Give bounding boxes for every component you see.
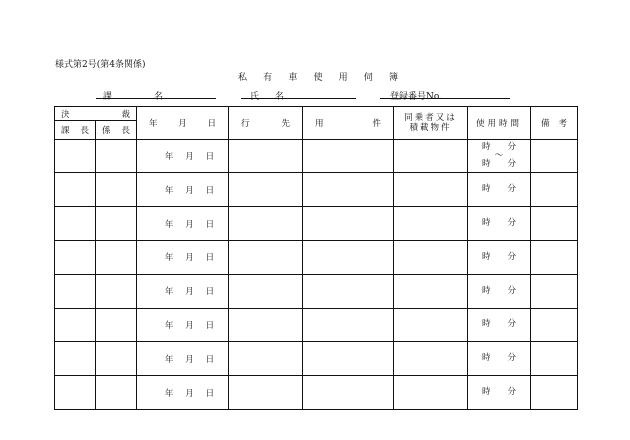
- dept-label: [103, 89, 163, 102]
- section-chief-seal-cell[interactable]: [55, 376, 96, 410]
- cell-unit-label: 日: [205, 219, 215, 230]
- destination-cell[interactable]: [229, 308, 303, 342]
- usage-time-cell[interactable]: [468, 274, 531, 308]
- destination-cell[interactable]: [229, 173, 303, 207]
- title-char: 用: [338, 73, 348, 83]
- section-chief-seal-cell[interactable]: [55, 274, 96, 308]
- section-chief-seal-cell[interactable]: [55, 241, 96, 275]
- remarks-cell[interactable]: [531, 139, 578, 173]
- registration-label: 登録番号No.: [390, 92, 442, 102]
- remarks-cell[interactable]: [531, 308, 578, 342]
- section-chief-seal-cell[interactable]: [55, 342, 96, 376]
- table-row: [55, 241, 578, 275]
- usage-time-cell[interactable]: [468, 207, 531, 241]
- cell-unit-label: 年: [164, 253, 174, 264]
- passenger-cargo-cell[interactable]: [394, 376, 468, 410]
- remarks-cell[interactable]: [531, 241, 578, 275]
- table-row: [55, 342, 578, 376]
- title-char: 使: [313, 73, 323, 83]
- registration-field-line[interactable]: [380, 98, 510, 99]
- cell-unit-label: 時: [482, 218, 491, 229]
- destination-cell[interactable]: [229, 274, 303, 308]
- date-cell[interactable]: [137, 139, 229, 173]
- date-cell[interactable]: [137, 308, 229, 342]
- section-chief-seal-cell[interactable]: [55, 139, 96, 173]
- title-char: 有: [263, 73, 273, 83]
- cell-unit-label: 日: [205, 287, 215, 298]
- cell-unit-label: 月: [185, 253, 194, 264]
- cell-unit-label: 分: [507, 159, 516, 170]
- usage-time-cell[interactable]: [468, 139, 531, 173]
- title-char: 簿: [388, 73, 398, 83]
- cell-unit-label: 年: [164, 320, 174, 331]
- chief-seal-cell[interactable]: [96, 308, 137, 342]
- header-row-top: [55, 107, 578, 121]
- cell-unit-label: 分: [507, 251, 516, 262]
- date-char: 日: [207, 118, 216, 129]
- purpose-char: 用: [315, 118, 324, 129]
- table-row: [55, 308, 578, 342]
- purpose-cell[interactable]: [303, 139, 394, 173]
- cell-unit-label: 時: [482, 319, 491, 330]
- title-char: 車: [288, 73, 298, 83]
- cell-unit-label: 分: [507, 353, 516, 364]
- cell-unit-label: 日: [205, 152, 215, 163]
- section-chief-char: 課: [61, 125, 70, 136]
- cell-unit-label: 分: [507, 319, 516, 330]
- chief-seal-cell[interactable]: [96, 241, 137, 275]
- table-row: [55, 173, 578, 207]
- purpose-cell[interactable]: [303, 207, 394, 241]
- cell-unit-label: 分: [507, 387, 516, 398]
- table-row: [55, 207, 578, 241]
- destination-cell[interactable]: [229, 342, 303, 376]
- cell-unit-label: 時: [482, 285, 491, 296]
- cell-unit-label: 時: [482, 184, 491, 195]
- dept-field-line[interactable]: [96, 98, 216, 99]
- cell-unit-label: 時: [482, 387, 491, 398]
- chief-header: [96, 121, 137, 140]
- chief-seal-cell[interactable]: [96, 376, 137, 410]
- passenger-cargo-cell[interactable]: [394, 139, 468, 173]
- cell-unit-label: 月: [185, 219, 194, 230]
- cell-unit-label: 時: [482, 159, 491, 170]
- remarks-cell[interactable]: [531, 342, 578, 376]
- title-char: 伺: [363, 73, 373, 83]
- date-cell[interactable]: [137, 241, 229, 275]
- cargo-line: 積載物件: [409, 122, 452, 133]
- cell-unit-label: 分: [507, 218, 516, 229]
- cell-unit-label: 年: [164, 354, 174, 365]
- date-cell[interactable]: [137, 342, 229, 376]
- destination-char: 行: [241, 118, 250, 129]
- destination-cell[interactable]: [229, 241, 303, 275]
- cell-unit-label: 時: [482, 142, 491, 153]
- chief-char: 長: [121, 125, 130, 136]
- destination-cell[interactable]: [229, 139, 303, 173]
- passenger-cargo-cell[interactable]: [394, 241, 468, 275]
- cell-unit-label: 年: [164, 219, 174, 230]
- cell-unit-label: 分: [507, 184, 516, 195]
- dept-char: 名: [153, 92, 163, 102]
- approval-char: 決: [61, 109, 70, 120]
- date-cell[interactable]: [137, 376, 229, 410]
- cell-unit-label: 年: [164, 152, 174, 163]
- section-chief-char: 長: [80, 125, 89, 136]
- cell-unit-label: 月: [185, 287, 194, 298]
- passenger-line: 同乗者又は: [404, 112, 457, 123]
- cell-unit-label: 月: [185, 388, 194, 399]
- purpose-cell[interactable]: [303, 241, 394, 275]
- chief-seal-cell[interactable]: [96, 342, 137, 376]
- usage-time-cell[interactable]: [468, 308, 531, 342]
- purpose-cell[interactable]: [303, 173, 394, 207]
- usage-ledger-table: [54, 106, 578, 410]
- purpose-char: 件: [372, 118, 381, 129]
- date-cell[interactable]: [137, 207, 229, 241]
- purpose-cell[interactable]: [303, 308, 394, 342]
- cell-unit-label: 日: [205, 185, 215, 196]
- usage-time-cell[interactable]: [468, 173, 531, 207]
- usage-time-cell[interactable]: [468, 241, 531, 275]
- cell-unit-label: 日: [205, 354, 215, 365]
- date-cell[interactable]: [137, 173, 229, 207]
- cell-unit-label: 日: [205, 253, 215, 264]
- purpose-header: [303, 107, 394, 140]
- date-header: [137, 107, 229, 140]
- cell-unit-label: 分: [507, 285, 516, 296]
- table-row: [55, 139, 578, 173]
- name-char: 名: [274, 92, 284, 102]
- cell-unit-label: 分: [507, 142, 516, 153]
- passenger-cargo-cell[interactable]: [394, 173, 468, 207]
- time-range-tilde: ～: [494, 151, 504, 162]
- remarks-char: 考: [558, 118, 567, 129]
- purpose-cell[interactable]: [303, 342, 394, 376]
- approval-header: [55, 107, 137, 121]
- cell-unit-label: 月: [185, 185, 194, 196]
- form-id: 様式第2号(第4条関係): [55, 60, 146, 70]
- cell-unit-label: 時: [482, 353, 491, 364]
- usage-time-header: 使用時間: [468, 107, 531, 140]
- date-cell[interactable]: [137, 274, 229, 308]
- section-chief-seal-cell[interactable]: [55, 173, 96, 207]
- name-field-line[interactable]: [241, 98, 356, 99]
- cell-unit-label: 年: [164, 388, 174, 399]
- cell-unit-label: 月: [185, 354, 194, 365]
- cell-unit-label: 月: [185, 152, 194, 163]
- section-chief-header: [55, 121, 96, 140]
- passenger-cargo-cell[interactable]: [394, 308, 468, 342]
- name-label: [250, 89, 284, 102]
- date-char: 月: [178, 118, 187, 129]
- cell-unit-label: 月: [185, 320, 194, 331]
- remarks-cell[interactable]: [531, 173, 578, 207]
- cell-unit-label: 時: [482, 251, 491, 262]
- remarks-cell[interactable]: [531, 274, 578, 308]
- document-title: [238, 70, 398, 83]
- chief-seal-cell[interactable]: [96, 207, 137, 241]
- section-chief-seal-cell[interactable]: [55, 207, 96, 241]
- passenger-cargo-cell[interactable]: [394, 207, 468, 241]
- usage-time-cell[interactable]: [468, 342, 531, 376]
- destination-char: 先: [281, 118, 290, 129]
- chief-seal-cell[interactable]: [96, 139, 137, 173]
- remarks-cell[interactable]: [531, 207, 578, 241]
- chief-seal-cell[interactable]: [96, 173, 137, 207]
- remarks-cell[interactable]: [531, 376, 578, 410]
- table-row: [55, 376, 578, 410]
- section-chief-seal-cell[interactable]: [55, 308, 96, 342]
- passenger-cargo-cell[interactable]: [394, 274, 468, 308]
- remarks-char: 備: [541, 118, 550, 129]
- passenger-cargo-cell[interactable]: [394, 342, 468, 376]
- date-char: 年: [149, 118, 158, 129]
- name-char: 氏: [250, 92, 260, 102]
- destination-cell[interactable]: [229, 207, 303, 241]
- destination-cell[interactable]: [229, 376, 303, 410]
- dept-char: 課: [103, 92, 113, 102]
- passenger-cargo-header: [394, 107, 468, 140]
- destination-header: [229, 107, 303, 140]
- cell-unit-label: 日: [205, 320, 215, 331]
- title-char: 私: [238, 73, 248, 83]
- cell-unit-label: 年: [164, 185, 174, 196]
- purpose-cell[interactable]: [303, 274, 394, 308]
- cell-unit-label: 年: [164, 287, 174, 298]
- cell-unit-label: 日: [205, 388, 215, 399]
- table-row: [55, 274, 578, 308]
- approval-char: 裁: [121, 109, 130, 120]
- remarks-header: [531, 107, 578, 140]
- chief-seal-cell[interactable]: [96, 274, 137, 308]
- usage-time-cell[interactable]: [468, 376, 531, 410]
- purpose-cell[interactable]: [303, 376, 394, 410]
- chief-char: 係: [102, 125, 111, 136]
